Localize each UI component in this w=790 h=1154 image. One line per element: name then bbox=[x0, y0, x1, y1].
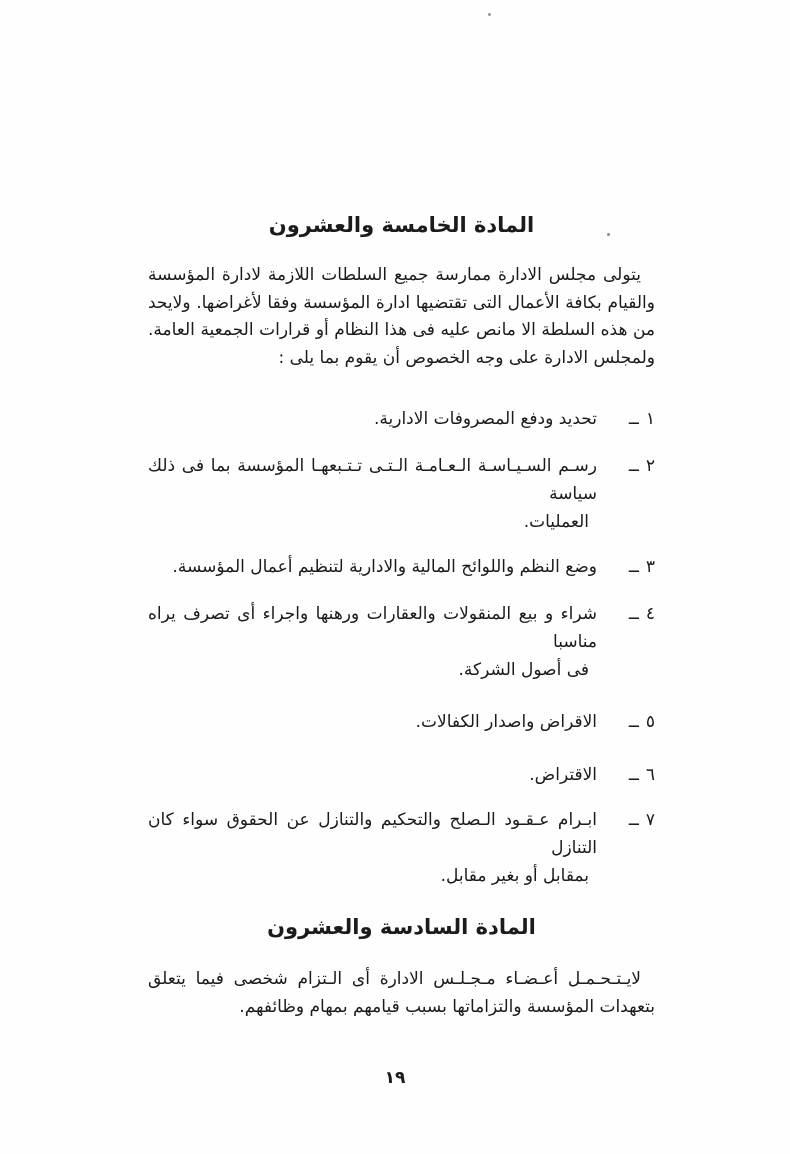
article-25-title: المادة الخامسة والعشرون bbox=[268, 213, 535, 237]
item-7-text bbox=[148, 806, 597, 890]
item-dash: ــ bbox=[628, 557, 639, 577]
item-dash: ــ bbox=[628, 712, 639, 732]
article-25-intro bbox=[148, 262, 655, 372]
article-25-item-list bbox=[148, 405, 655, 890]
item-1-number bbox=[597, 405, 655, 433]
item-line: تحديد ودفع المصروفات الادارية. bbox=[374, 409, 597, 429]
item-line: رسـم السـيـاسـة الـعـامـة الـتـى تـتـبعهـا المؤسسة بما فى ذلك سياسة bbox=[148, 456, 597, 504]
page-number: ١٩ bbox=[384, 1068, 406, 1088]
item-dash: ــ bbox=[628, 810, 639, 830]
intro-line: ولمجلس الادارة على وجه الخصوص أن يقوم بما يلى : bbox=[278, 347, 655, 368]
list-item-6 bbox=[148, 761, 655, 789]
item-3-number bbox=[597, 553, 655, 581]
intro-line: من هذه السلطة الا مانص عليه فى هذا النظام أو قرارات الجمعية العامة. bbox=[148, 320, 655, 340]
item-line: الاقراض واصدار الكفالات. bbox=[415, 712, 597, 732]
item-dash: ــ bbox=[628, 409, 639, 429]
item-dash: ــ bbox=[628, 765, 639, 785]
item-number-digit: ٢ bbox=[645, 456, 655, 476]
page-content bbox=[148, 0, 655, 1021]
item-2-number bbox=[597, 452, 655, 536]
body-line: لايـتـحـمـل أعـضـاء مـجـلـس الادارة أى الـتزام شخصى فيما يتعلق bbox=[148, 969, 641, 989]
intro-line: والقيام بكافة الأعمال التى تقتضيها ادارة المؤسسة وفقا لأغراضها. ولايحد bbox=[148, 292, 655, 313]
item-line: بمقابل أو بغير مقابل. bbox=[440, 866, 589, 886]
item-number-digit: ٣ bbox=[645, 557, 655, 577]
article-26-body bbox=[148, 966, 655, 1021]
item-number-digit: ٦ bbox=[645, 765, 655, 785]
item-number-digit: ٧ bbox=[645, 810, 655, 830]
intro-line: يتولى مجلس الادارة ممارسة جميع السلطات اللازمة لادارة المؤسسة bbox=[148, 265, 641, 285]
list-item-1 bbox=[148, 405, 655, 433]
item-number-digit: ٥ bbox=[645, 712, 655, 732]
item-3-text bbox=[148, 553, 597, 581]
list-item-2 bbox=[148, 452, 655, 536]
item-line: العمليات. bbox=[523, 512, 589, 532]
list-item-3 bbox=[148, 553, 655, 581]
item-line: فى أصول الشركة. bbox=[458, 660, 589, 680]
item-number-digit: ١ bbox=[645, 409, 655, 429]
item-5-number bbox=[597, 708, 655, 736]
body-line: بتعهدات المؤسسة والتزاماتها بسبب قيامهم بمهام وظائفهم. bbox=[239, 996, 655, 1017]
item-6-number bbox=[597, 761, 655, 789]
article-26-title: المادة السادسة والعشرون bbox=[267, 915, 536, 939]
item-7-number bbox=[597, 806, 655, 890]
item-line: وضع النظم واللوائح المالية والادارية لتنظيم أعمال المؤسسة. bbox=[172, 557, 597, 577]
item-2-text bbox=[148, 452, 597, 536]
item-5-text bbox=[148, 708, 597, 736]
item-line: ابـرام عـقـود الـصلح والتحكيم والتنازل عن الحقوق سواء كان التنازل bbox=[148, 810, 597, 858]
item-dash: ــ bbox=[628, 604, 639, 624]
item-6-text bbox=[148, 761, 597, 789]
item-number-digit: ٤ bbox=[645, 604, 655, 624]
item-4-number bbox=[597, 600, 655, 684]
list-item-5 bbox=[148, 708, 655, 736]
item-dash: ــ bbox=[628, 456, 639, 476]
list-item-4 bbox=[148, 600, 655, 684]
list-item-7 bbox=[148, 806, 655, 890]
item-4-text bbox=[148, 600, 597, 684]
item-1-text bbox=[148, 405, 597, 433]
item-line: شراء و بيع المنقولات والعقارات ورهنها واجراء أى تصرف يراه مناسبا bbox=[148, 604, 597, 652]
item-line: الاقتراض. bbox=[529, 765, 597, 785]
